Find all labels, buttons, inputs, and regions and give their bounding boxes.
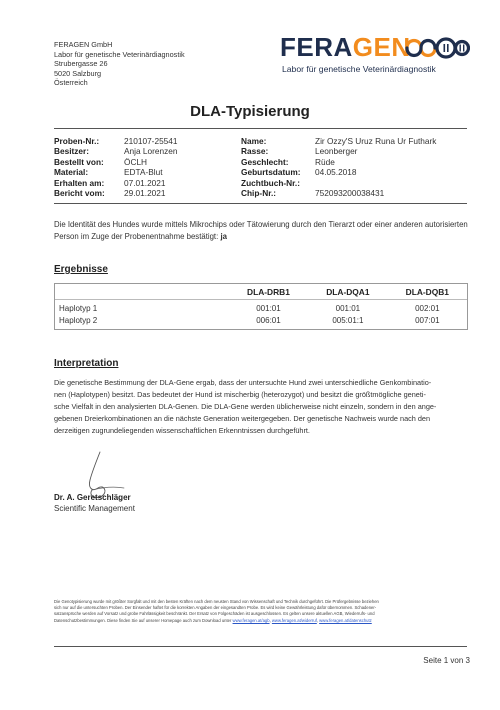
info-row-material: [54, 167, 178, 177]
row-label: Haplotyp 2: [59, 315, 98, 325]
sender-line: Labor für genetische Veterinärdiagnostik: [54, 49, 185, 59]
info-row-report-date: [54, 188, 178, 198]
row-label: Haplotyp 1: [59, 303, 98, 313]
column-header: DLA-DQA1: [326, 286, 370, 297]
signer-block: [54, 492, 135, 514]
info-label: Besitzer:: [54, 146, 90, 157]
disclaimer-text: Datenschutzbestimmungen. Diese finden Sie auf unserer Homepage auch zum Download unter: [54, 617, 232, 623]
interpretation-text: [54, 377, 468, 437]
table-row: [55, 314, 467, 326]
info-value: ÖCLH: [124, 156, 148, 167]
info-value: 752093200038431: [315, 188, 385, 199]
info-label: Zuchtbuch-Nr.:: [241, 177, 300, 188]
disclaimer-line: satzansprüche werden auf Vorsatz und grobe Fahrlässigkeit beschränkt. Der Ersatz von Folgeschäden ist ausgeschlossen. Es gelten unsere aktuellen AGB, Wiederrufs- und: [54, 611, 375, 617]
table-cell: 001:01: [335, 303, 361, 313]
page-number: Seite 1 von 3: [423, 656, 470, 665]
info-label: Geschlecht:: [241, 156, 289, 167]
info-value: Leonberger: [315, 146, 358, 157]
info-value: 04.05.2018: [315, 167, 357, 178]
column-header: DLA-DQB1: [405, 286, 449, 297]
info-label: Material:: [54, 167, 89, 178]
info-label: Bestellt von:: [54, 156, 104, 167]
interpretation-line: gebenen Dreierkombinationen an die nächste Generation weitergegeben. Der genetische Nachweis wurde nach den: [54, 414, 431, 424]
info-row-studbook: [241, 178, 436, 188]
disclaimer: [54, 599, 468, 624]
table-cell: 002:01: [415, 303, 440, 313]
info-value: EDTA-Blut: [124, 167, 163, 178]
info-row-breed: [241, 146, 436, 156]
interpretation-line: sche Vielfalt in den analysierten DLA-Genen. Die DLA-Gene werden üblicherweise nicht einzeln, sondern in den ange-: [54, 402, 437, 412]
disclaimer-line: sich nur auf die untersuchten Proben. Der Einsender haftet für die korrekten Angaben der eingesandten Probe. Es wird keine Gewährleistung dafür übernommen. Schadener-: [54, 605, 377, 611]
footer-divider: [54, 646, 467, 647]
agb-link[interactable]: www.feragen.at/agb: [232, 617, 270, 623]
withdrawal-link[interactable]: www.feragen.at/widerruf: [271, 617, 317, 623]
info-row-name: [241, 136, 436, 146]
sender-line: Strubergasse 26: [54, 59, 108, 69]
disclaimer-line: Datenschutzbestimmungen. Diese finden Sie auf unserer Homepage auch zum Download unter www.feragen.at/agb, www.feragen.at/widerruf, www.feragen.at/datenschutz: [54, 617, 372, 623]
info-value: 07.01.2021: [124, 177, 166, 188]
results-body: [55, 300, 467, 329]
info-value: Zir Ozzy'S Uruz Runa Ur Futhark: [315, 136, 437, 146]
privacy-link[interactable]: www.feragen.at/datenschutz: [319, 617, 372, 623]
info-label: Chip-Nr.:: [241, 188, 277, 199]
results-header-row: [55, 284, 467, 300]
sample-info: [54, 136, 178, 198]
sender-line: 5020 Salzburg: [54, 68, 102, 78]
logo-wordmark: [280, 32, 411, 63]
sender-line: Österreich: [54, 78, 88, 88]
info-row-received: [54, 178, 178, 188]
interpretation-line: derzeitigen zugrundeliegenden wissenschaftlichen Erkenntnissen durchgeführt.: [54, 426, 310, 436]
title-divider: [54, 128, 467, 129]
sender-address: [54, 40, 185, 88]
sender-line: FERAGEN GmbH: [54, 40, 113, 49]
logo-text-main: FERA: [280, 32, 353, 62]
info-value: Anja Lorenzen: [124, 146, 178, 157]
results-table: [54, 283, 468, 330]
statement-answer: ja: [220, 232, 227, 241]
column-header: DLA-DRB1: [247, 286, 290, 297]
dna-helix-icon: [404, 35, 470, 61]
logo-tagline: Labor für genetische Veterinärdiagnostik: [282, 64, 436, 74]
logo-text-accent: GEN: [352, 32, 411, 62]
info-divider: [54, 203, 467, 204]
info-value: 29.01.2021: [124, 188, 166, 199]
table-row: [55, 302, 467, 314]
info-row-sample-number: [54, 136, 178, 146]
info-value: 210107-25541: [124, 136, 178, 146]
info-label: Geburtsdatum:: [241, 167, 301, 178]
statement-text: Die Identität des Hundes wurde mittels Mikrochips oder Tätowierung durch den Tierarzt oder einer anderen autorisierten Person im Zuge der Probenentnahme bestätigt:: [54, 220, 468, 241]
info-label: Rasse:: [241, 146, 269, 157]
table-cell: 007:01: [415, 315, 440, 325]
info-row-birth-date: [241, 167, 436, 177]
interpretation-line: Die genetische Bestimmung der DLA-Gene ergab, dass der untersuchte Hund zwei unterschiedliche Genkombinatio-: [54, 378, 432, 387]
info-row-chip: [241, 188, 436, 198]
info-label: Erhalten am:: [54, 177, 105, 188]
info-value: Rüde: [315, 156, 335, 167]
interpretation-heading: Interpretation: [54, 358, 119, 369]
signer-name: Dr. A. Geretschläger: [54, 493, 131, 502]
disclaimer-line: Die Genotypisierung wurde mit größter Sorgfalt und mit den besten Kräften nach dem neusten Stand von Wissenschaft und Technik durchgeführt. Die Prüfergebnisse beziehen: [54, 599, 379, 604]
document-title: DLA-Typisierung: [190, 103, 310, 120]
animal-info: [241, 136, 436, 198]
feragen-logo: [280, 32, 470, 82]
info-label: Bericht vom:: [54, 188, 105, 199]
info-row-sex: [241, 157, 436, 167]
interpretation-line: nen (Haplotypen) besitzt. Das bedeutet der Hund ist mischerbig (heterozygot) und besitzt die größtmögliche geneti-: [54, 390, 426, 400]
info-row-owner: [54, 146, 178, 156]
table-cell: 006:01: [256, 315, 281, 325]
info-label: Proben-Nr.:: [54, 136, 100, 146]
results-heading: Ergebnisse: [54, 264, 108, 275]
info-label: Name:: [241, 136, 267, 146]
info-row-ordered-by: [54, 157, 178, 167]
identity-statement: [54, 219, 468, 243]
signer-role: Scientific Management: [54, 504, 135, 513]
table-cell: 005:01:1: [332, 315, 364, 325]
table-cell: 001:01: [256, 303, 281, 313]
